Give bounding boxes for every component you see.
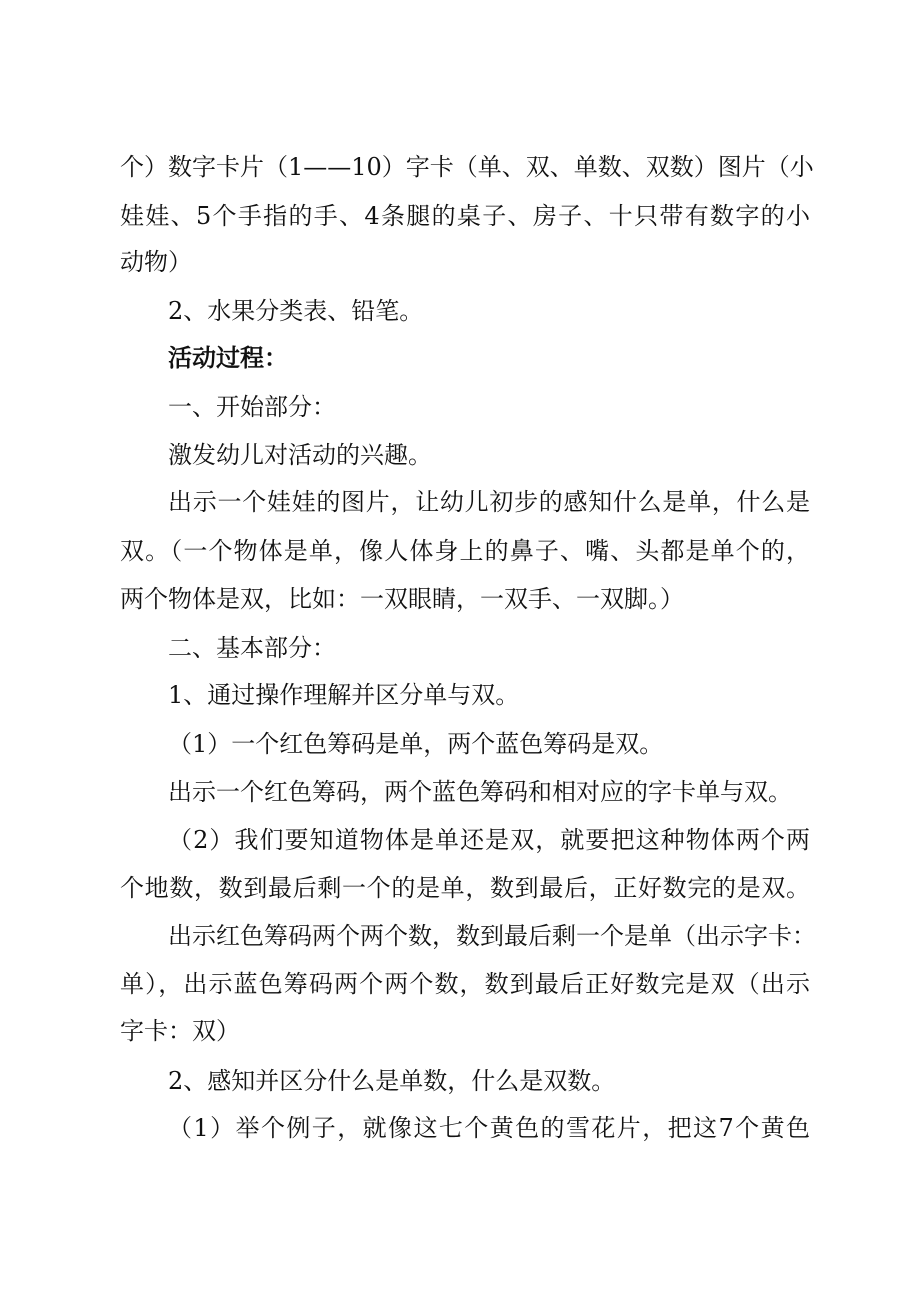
text-line: 出示一个娃娃的图片，让幼儿初步的感知什么是单，什么是 (168, 488, 810, 516)
text-line: 个地数，数到最后剩一个的是单，数到最后，正好数完的是双。 (120, 874, 810, 902)
text-line: 出示红色筹码两个两个数，数到最后剩一个是单（出示字卡： (168, 922, 816, 950)
text-line: 动物） (120, 248, 192, 276)
section-heading: 活动过程： (168, 343, 288, 372)
text-line: 出示一个红色筹码，两个蓝色筹码和相对应的字卡单与双。 (168, 778, 792, 806)
text-line: 娃娃、5个手指的手、4条腿的桌子、房子、十只带有数字的小 (120, 202, 810, 230)
text-line: 二、基本部分： (168, 634, 336, 662)
text-line: 2、感知并区分什么是单数，什么是双数。 (168, 1067, 616, 1095)
text-line: （2）我们要知道物体是单还是双，就要把这种物体两个两 (168, 826, 810, 854)
text-line: 一、开始部分： (168, 393, 336, 421)
text-line: 个）数字卡片（1——10）字卡（单、双、单数、双数）图片（小 (120, 153, 814, 181)
text-line: 2、水果分类表、铅笔。 (168, 297, 424, 325)
text-line: （1）一个红色筹码是单，两个蓝色筹码是双。 (168, 730, 664, 758)
text-line: （1）举个例子，就像这七个黄色的雪花片，把这7个黄色 (168, 1114, 810, 1142)
text-line: 1、通过操作理解并区分单与双。 (168, 681, 520, 709)
text-line: 单），出示蓝色筹码两个两个数，数到最后正好数完是双（出示 (120, 970, 810, 998)
text-line: 两个物体是双，比如：一双眼睛，一双手、一双脚。） (120, 585, 684, 613)
text-line: 激发幼儿对活动的兴趣。 (168, 441, 432, 469)
text-line: 双。（一个物体是单，像人体身上的鼻子、嘴、头都是单个的， (120, 537, 810, 565)
text-line: 字卡：双） (120, 1017, 240, 1045)
